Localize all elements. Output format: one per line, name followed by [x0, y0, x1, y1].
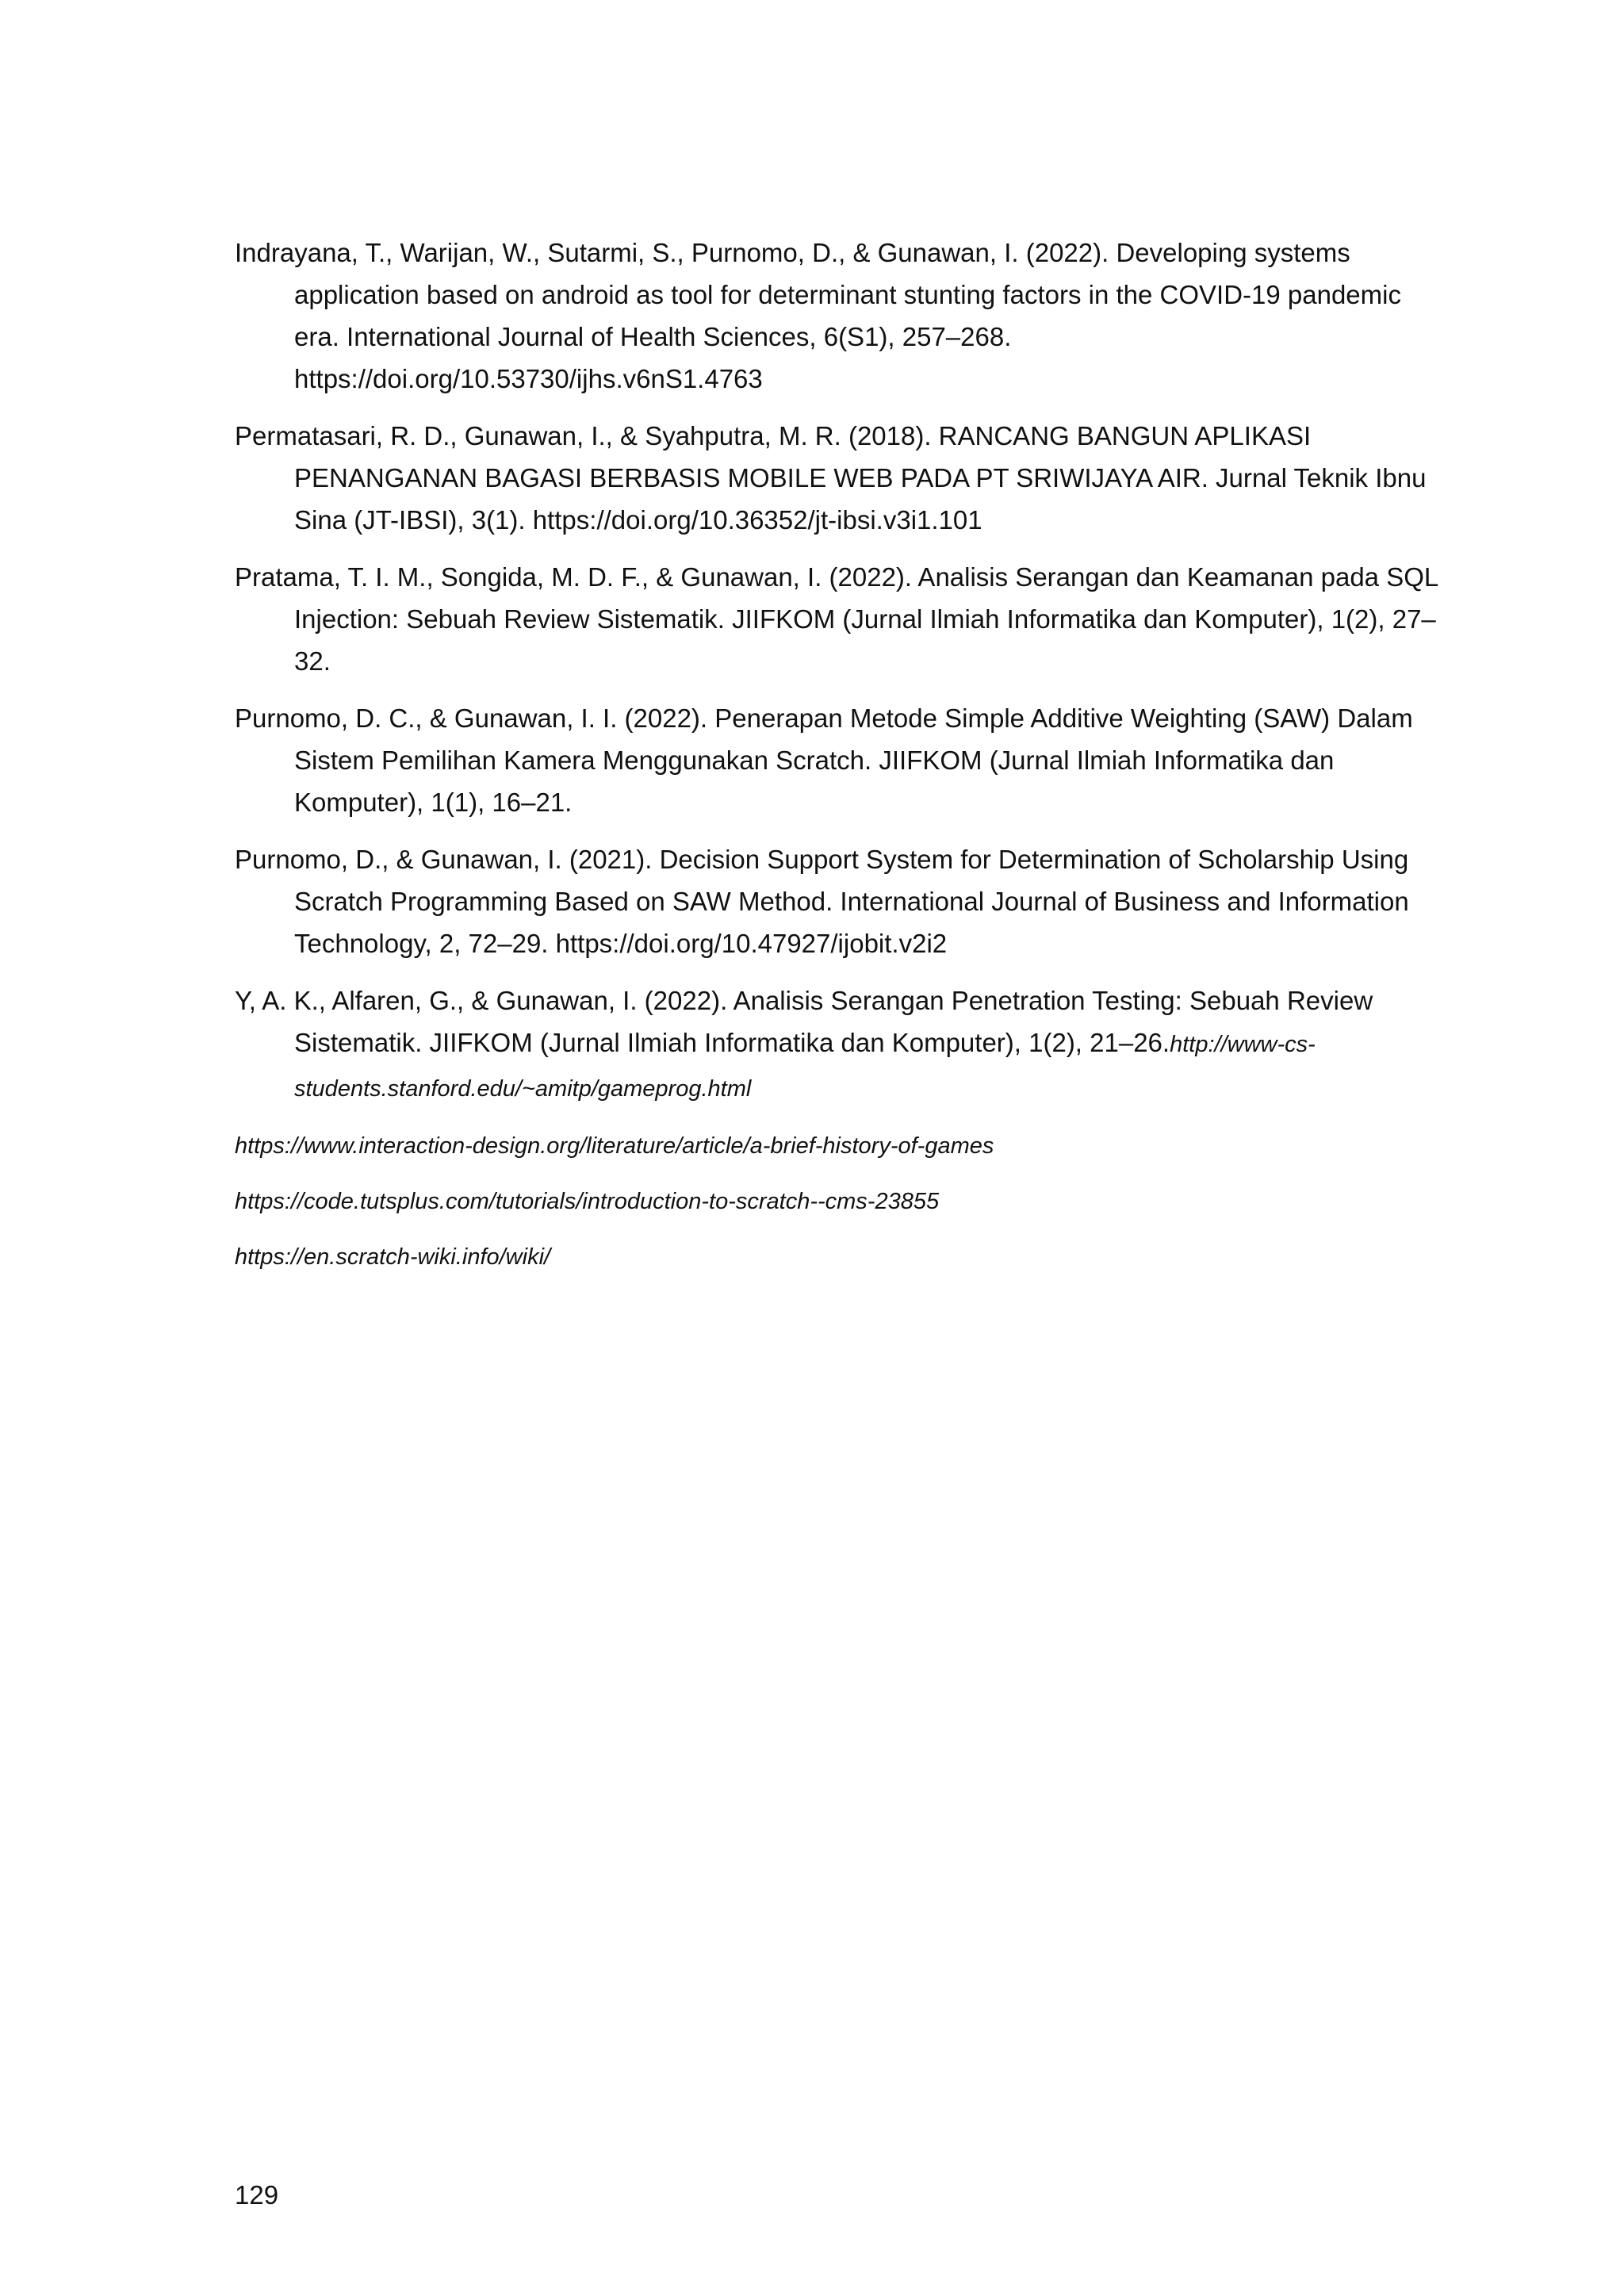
reference-text: Purnomo, D., & Gunawan, I. (2021). Decision Support System for Determination of Scholarship Using Scratch Programming Based on SAW Method. International Journal of Business and Information Technology, 2, 72–29. https://doi.org/10.47927/ijobit.v2i2: [235, 845, 1409, 958]
reference-url-tutsplus: https://code.tutsplus.com/tutorials/introduction-to-scratch--cms-23855: [235, 1189, 940, 1214]
page-number: 129: [235, 2180, 279, 2210]
reference-entry-indrayana: [235, 232, 1440, 400]
reference-entry-purnomo-d: [235, 838, 1440, 964]
reference-entry-purnomo-dc: [235, 697, 1440, 823]
reference-text: Indrayana, T., Warijan, W., Sutarmi, S., Purnomo, D., & Gunawan, I. (2022). Developing systems application based on android as tool for determinant stunting factors in the COVID-19 pandemic era. International Journal of Health Sciences, 6(S1), 257–268. https://doi.org/10.53730/ijhs.v6nS1.4763: [235, 238, 1401, 393]
reference-url-interaction-design: https://www.interaction-design.org/literature/article/a-brief-history-of-games: [235, 1133, 994, 1159]
reference-entry-y-ak: [235, 979, 1440, 1110]
reference-text: Y, A. K., Alfaren, G., & Gunawan, I. (2022). Analisis Serangan Penetration Testing: Sebuah Review Sistematik. JIIFKOM (Jurnal Ilmiah Informatika dan Komputer), 1(2), 21–26.: [235, 986, 1373, 1057]
reference-text: Pratama, T. I. M., Songida, M. D. F., & Gunawan, I. (2022). Analisis Serangan dan Keamanan pada SQL Injection: Sebuah Review Sistematik. JIIFKOM (Jurnal Ilmiah Informatika dan Komputer), 1(2), 27–32.: [235, 562, 1438, 676]
reference-list: [235, 232, 1440, 1292]
reference-url-scratch-wiki: https://en.scratch-wiki.info/wiki/: [235, 1244, 551, 1270]
reference-text: Purnomo, D. C., & Gunawan, I. I. (2022). Penerapan Metode Simple Additive Weighting (SAW) Dalam Sistem Pemilihan Kamera Menggunakan Scratch. JIIFKOM (Jurnal Ilmiah Informatika dan Komputer), 1(1), 16–21.: [235, 703, 1413, 817]
reference-entry-pratama: [235, 556, 1440, 682]
reference-text: Permatasari, R. D., Gunawan, I., & Syahputra, M. R. (2018). RANCANG BANGUN APLIKASI PENANGANAN BAGASI BERBASIS MOBILE WEB PADA PT SRIWIJAYA AIR. Jurnal Teknik Ibnu Sina (JT-IBSI), 3(1). https://doi.org/10.36352/jt-ibsi.v3i1.101: [235, 421, 1427, 535]
reference-entry-permatasari: [235, 415, 1440, 541]
reference-url-inline: http://www-cs-students.stanford.edu/~amitp/gameprog.html: [294, 1032, 1316, 1102]
